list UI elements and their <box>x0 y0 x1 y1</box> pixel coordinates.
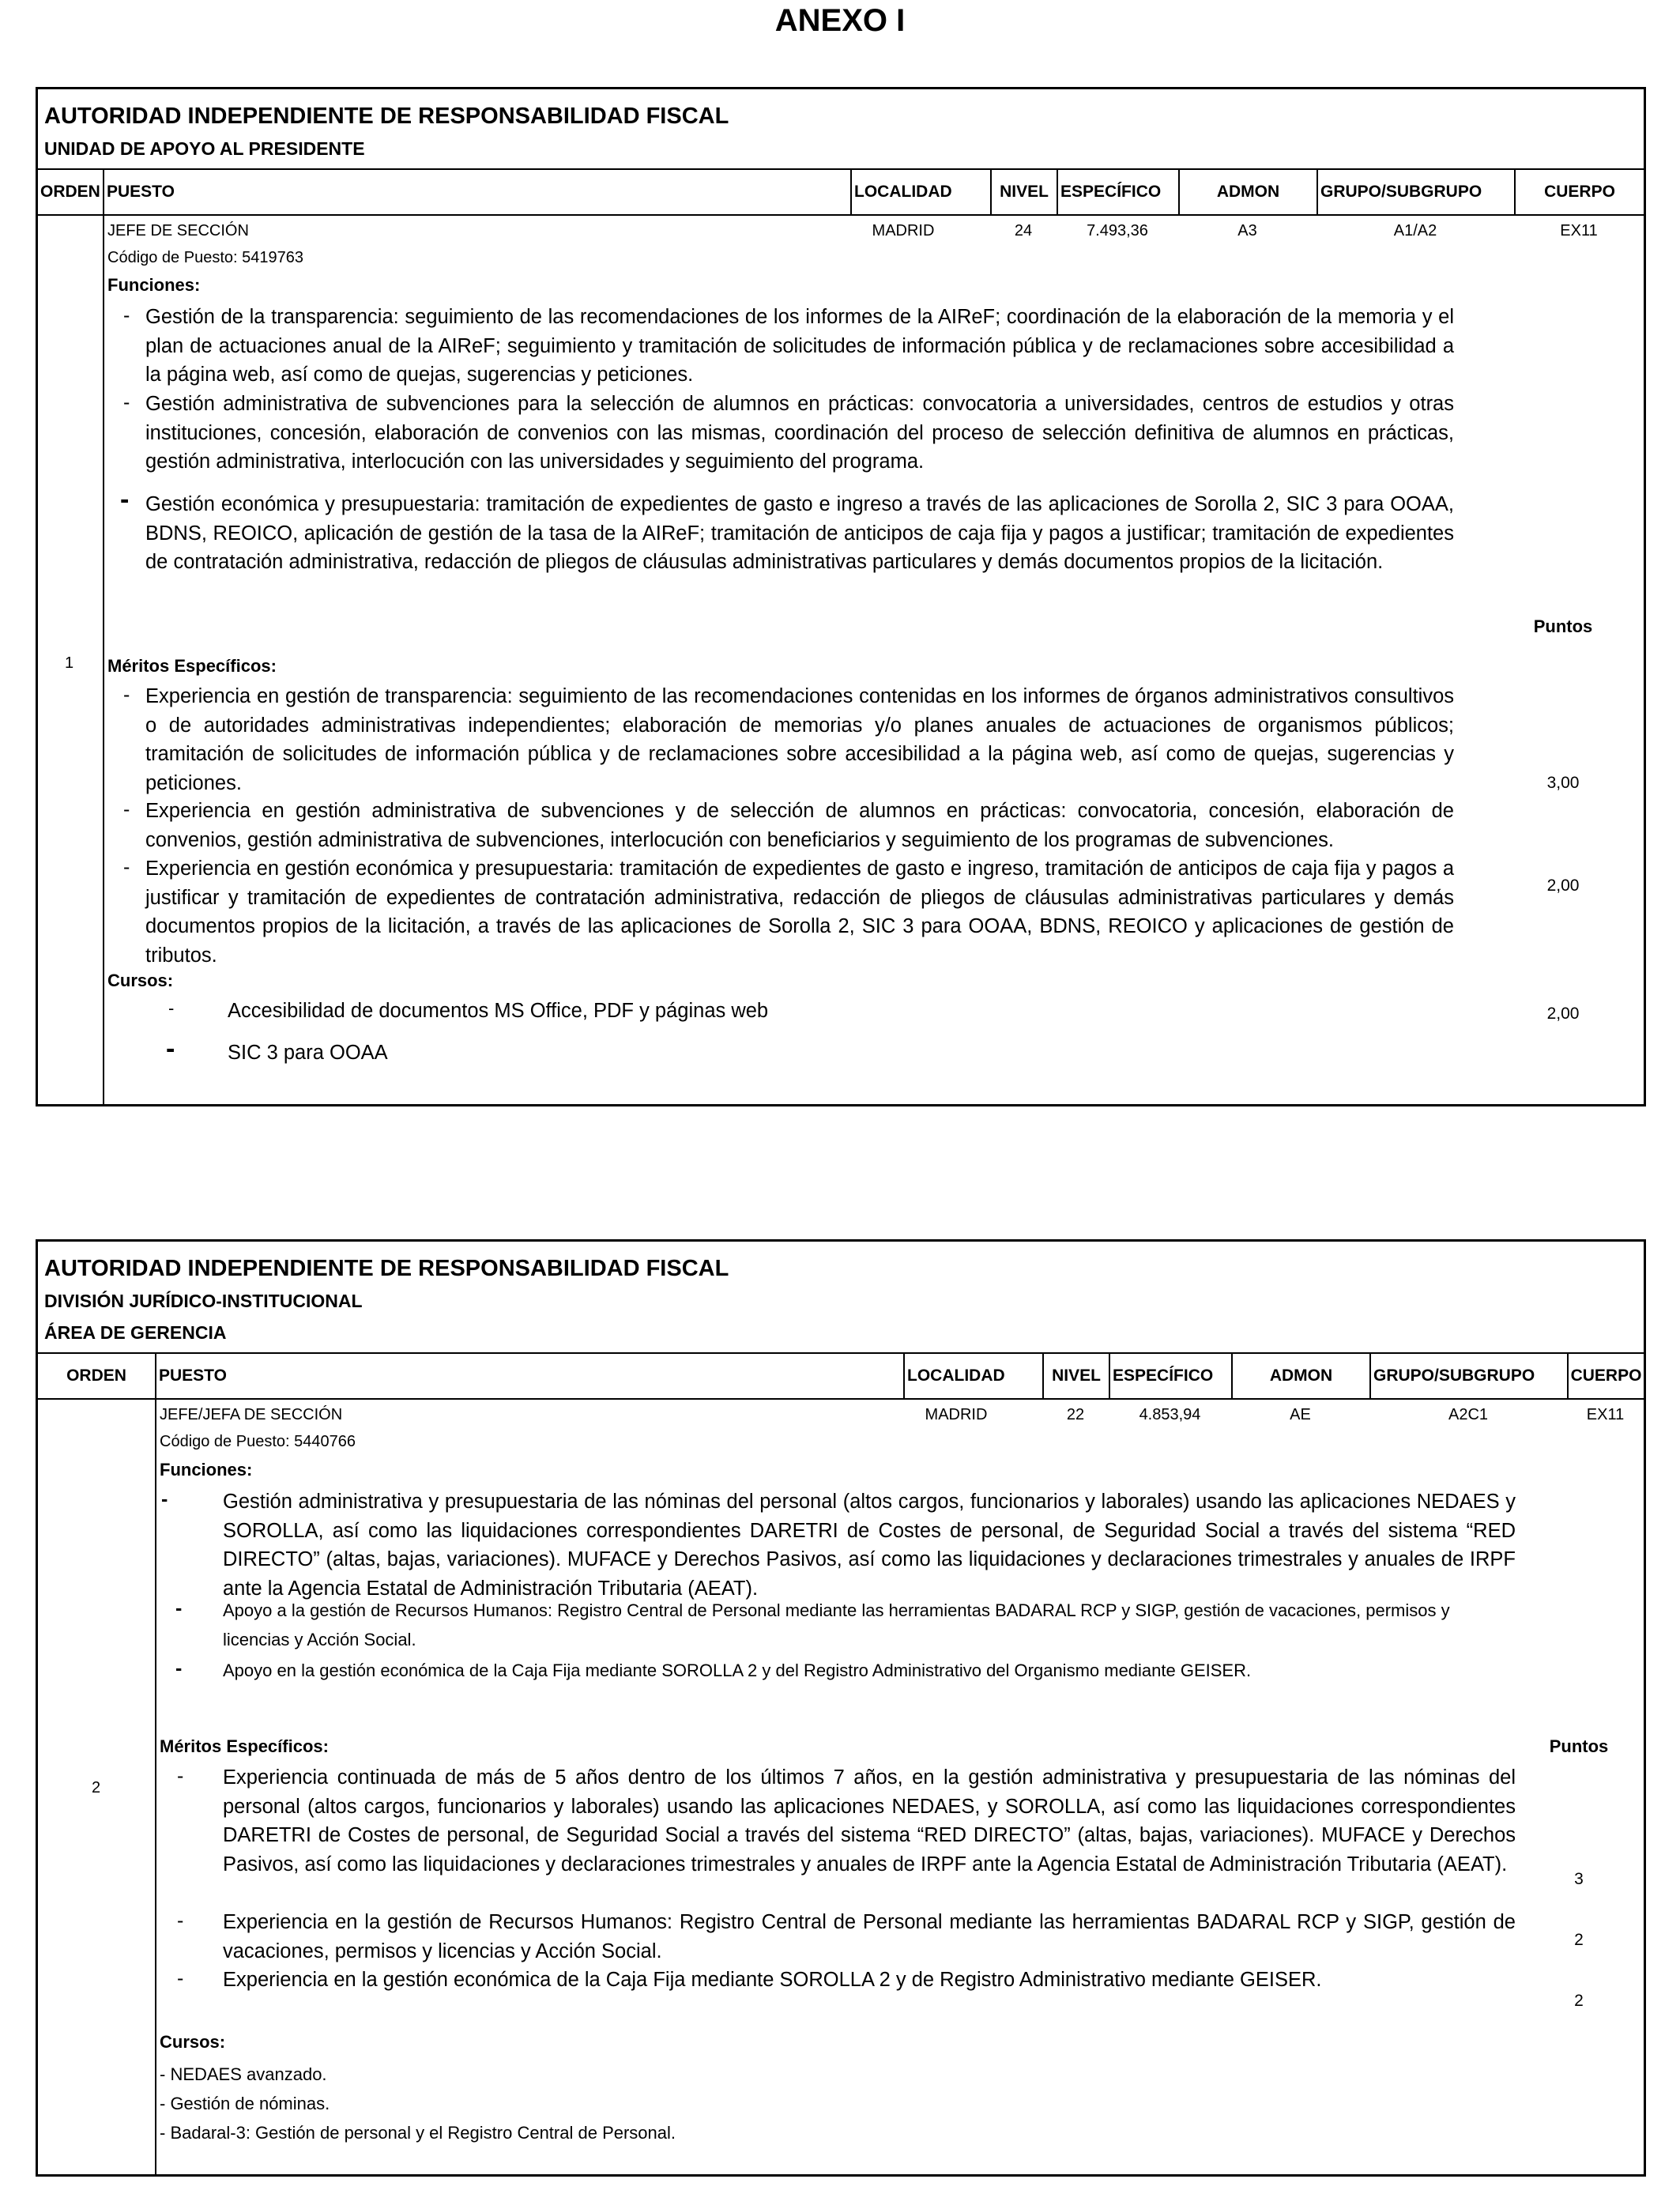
col-orden: ORDEN <box>66 1367 126 1385</box>
orden-divider <box>155 1397 156 2174</box>
puntos-label: Puntos <box>1549 1736 1609 1756</box>
localidad-value: MADRID <box>872 222 935 239</box>
merito-item: Experiencia en gestión de transparencia: seguimiento de las recomendaciones contenidas en los informes de órganos administrativos consultivos o de autoridades administrativas independientes; elaboración de memorias y/o planes anuales de actuaciones de organismos públicos; tramitación de solicitudes de información pública y de reclamaciones sobre accesibilidad a la página web, así como de quejas, sugerencias y peticiones. <box>145 685 1454 794</box>
col-admon: ADMON <box>1178 170 1317 214</box>
bullet: - <box>120 484 130 515</box>
admon-value: AE <box>1290 1406 1311 1423</box>
col-puesto: PUESTO <box>103 170 850 214</box>
meritos-label: Méritos Específicos: <box>107 656 277 676</box>
curso-item: - NEDAES avanzado. <box>160 2064 327 2084</box>
organization-title: AUTORIDAD INDEPENDIENTE DE RESPONSABILIDAD FISCAL <box>44 104 729 129</box>
job-block-1 <box>36 87 1646 1106</box>
merito-item: Experiencia continuada de más de 5 años dentro de los últimos 7 años, en la gestión administrativa y presupuestaria de las nóminas del personal (altos cargos, funcionarios y laborales) usando las aplicaciones NEDAES, y SOROLLA, así como las liquidaciones correspondientes DARETRI de Costes de personal, de Seguridad Social a través del sistema “RED DIRECTO” (altas, bajas, variaciones). MUFACE y Derechos Pasivos, así como las liquidaciones y declaraciones trimestrales y anuales de IRPF ante la Agencia Estatal de Administración Tributaria (AEAT). <box>223 1766 1516 1875</box>
puntos-label: Puntos <box>1533 616 1593 636</box>
curso-item: SIC 3 para OOAA <box>228 1042 388 1064</box>
curso-item: - Gestión de nóminas. <box>160 2094 330 2113</box>
codigo-puesto: Código de Puesto: 5419763 <box>107 249 303 266</box>
curso-item: - Badaral-3: Gestión de personal y el Registro Central de Personal. <box>160 2123 676 2143</box>
bullet: - <box>123 391 130 413</box>
col-especifico: ESPECÍFICO <box>1057 170 1178 214</box>
nivel-value: 22 <box>1066 1406 1085 1423</box>
funcion-item: Apoyo en la gestión económica de la Caja Fija mediante SOROLLA 2 y del Registro Administrativo del Organismo mediante GEISER. <box>223 1661 1252 1680</box>
funcion-item: Apoyo a la gestión de Recursos Humanos: Registro Central de Personal mediante las herramientas BADARAL RCP y SIGP, gestión de vacaciones, permisos y licencias y Acción Social. <box>223 1600 1450 1649</box>
col-localidad: LOCALIDAD <box>850 170 990 214</box>
orden-value: 2 <box>92 1779 101 1796</box>
col-especifico: ESPECÍFICO <box>1109 1354 1231 1398</box>
page-title: ANEXO I <box>774 3 906 38</box>
bullet: - <box>123 684 130 706</box>
merito-item: Experiencia en gestión económica y presupuestaria: tramitación de expedientes de gasto e ingreso, tramitación de anticipos de caja fija y pagos a justificar y tramitación de expedientes de contratación administrativa, redacción de pliegos de cláusulas administrativas particulares y demás documentos propios de la licitación, a través de las aplicaciones de Sorolla 2, SIC 3 para OOAA, BDNS, REOICO y aplicaciones de gestión de tributos. <box>145 858 1454 967</box>
funcion-item: Gestión administrativa y presupuestaria de las nóminas del personal (altos cargos, funcionarios y laborales) usando las aplicaciones NEDAES y SOROLLA, así como las liquidaciones correspondientes DARETRI de Costes de personal, de Seguridad Social a través del sistema “RED DIRECTO” (altas, bajas, variaciones). MUFACE y Derechos Pasivos, así como las liquidaciones y declaraciones trimestrales y anuales de IRPF ante la Agencia Estatal de Administración Tributaria (AEAT). <box>223 1491 1516 1600</box>
col-localidad: LOCALIDAD <box>903 1354 1042 1398</box>
merito-item: Experiencia en gestión administrativa de subvenciones y de selección de alumnos en prácticas: convocatoria, concesión, elaboración de convenios, gestión administrativa de subvenciones, interlocución con beneficiarios y seguimiento de los programas de subvenciones. <box>145 800 1454 851</box>
meritos-label: Méritos Específicos: <box>160 1736 329 1756</box>
unit-title: UNIDAD DE APOYO AL PRESIDENTE <box>44 138 365 159</box>
codigo-puesto: Código de Puesto: 5440766 <box>160 1433 356 1450</box>
orden-value: 1 <box>65 654 74 672</box>
funciones-label: Funciones: <box>160 1460 253 1480</box>
puesto-value: JEFE DE SECCIÓN <box>107 222 249 239</box>
puntos-value: 3,00 <box>1546 774 1580 792</box>
organization-title: AUTORIDAD INDEPENDIENTE DE RESPONSABILIDAD FISCAL <box>44 1256 729 1281</box>
puntos-value: 2,00 <box>1546 876 1580 895</box>
grupo-value: A2C1 <box>1448 1406 1489 1423</box>
grupo-value: A1/A2 <box>1393 222 1437 239</box>
especifico-value: 4.853,94 <box>1139 1406 1201 1423</box>
nivel-value: 24 <box>1014 222 1033 239</box>
puesto-value: JEFE/JEFA DE SECCIÓN <box>160 1406 343 1423</box>
merito-item: Experiencia en la gestión económica de la Caja Fija mediante SOROLLA 2 y de Registro Administrativo mediante GEISER. <box>223 1969 1322 1991</box>
cuerpo-value: EX11 <box>1560 222 1598 239</box>
puntos-value: 2,00 <box>1546 1005 1580 1023</box>
cuerpo-value: EX11 <box>1586 1406 1625 1423</box>
merito-item: Experiencia en la gestión de Recursos Humanos: Registro Central de Personal mediante las herramientas BADARAL RCP y SIGP, gestión de vacaciones, permisos y licencias y Acción Social. <box>223 1911 1516 1962</box>
col-admon: ADMON <box>1231 1354 1369 1398</box>
bullet: - <box>166 1034 175 1064</box>
funcion-item: Gestión económica y presupuestaria: tramitación de expedientes de gasto e ingreso a través de las aplicaciones de Sorolla 2, SIC 3 para OOAA, BDNS, REOICO, aplicación de gestión de la tasa de la AIReF; tramitación de anticipos de caja fija y pagos a justificar; tramitación de expedientes de contratación administrativa, redacción de pliegos de cláusulas administrativas particulares y demás documentos propios de la licitación. <box>145 493 1454 573</box>
funcion-item: Gestión administrativa de subvenciones para la selección de alumnos en prácticas: convocatoria a universidades, centros de estudios y otras instituciones, concesión, elaboración de convenios con las mismas, coordinación del proceso de selección definitiva de alumnos en prácticas, gestión administrativa, interlocución con las universidades y seguimiento del programa. <box>145 393 1454 473</box>
col-grupo: GRUPO/SUBGRUPO <box>1369 1354 1567 1398</box>
localidad-value: MADRID <box>925 1406 988 1423</box>
col-grupo: GRUPO/SUBGRUPO <box>1317 170 1514 214</box>
col-cuerpo: CUERPO <box>1567 1354 1644 1398</box>
unit-title: DIVISIÓN JURÍDICO-INSTITUCIONAL <box>44 1291 363 1311</box>
puntos-value: 2 <box>1574 1931 1584 1949</box>
bullet: - <box>177 1967 184 1989</box>
puntos-value: 2 <box>1574 1992 1584 2010</box>
bullet: - <box>123 856 130 878</box>
col-puesto: PUESTO <box>155 1354 903 1398</box>
col-nivel: NIVEL <box>1042 1354 1109 1398</box>
bullet: - <box>168 998 175 1018</box>
column-header-row <box>38 1352 1644 1400</box>
cursos-label: Cursos: <box>107 971 174 990</box>
bullet: - <box>177 1765 184 1787</box>
bullet: - <box>161 1488 168 1510</box>
bullet: - <box>123 304 130 326</box>
puntos-value: 3 <box>1574 1870 1584 1888</box>
admon-value: A3 <box>1237 222 1257 239</box>
orden-divider <box>103 213 104 1104</box>
bullet: - <box>175 1597 183 1619</box>
cursos-label: Cursos: <box>160 2032 226 2052</box>
funcion-item: Gestión de la transparencia: seguimiento de las recomendaciones de los informes de la AIReF; coordinación de la elaboración de la memoria y el plan de actuaciones anual de la AIReF; seguimiento y tramitación de solicitudes de información pública y de reclamaciones sobre accesibilidad a la página web, así como de quejas, sugerencias y peticiones. <box>145 306 1454 386</box>
funciones-label: Funciones: <box>107 275 201 295</box>
col-nivel: NIVEL <box>990 170 1057 214</box>
col-cuerpo: CUERPO <box>1514 170 1644 214</box>
col-orden: ORDEN <box>40 183 100 201</box>
curso-item: Accesibilidad de documentos MS Office, PDF y páginas web <box>228 1000 769 1022</box>
job-block-2 <box>36 1239 1646 2177</box>
bullet: - <box>123 798 130 820</box>
bullet: - <box>177 1909 184 1932</box>
column-header-row <box>38 168 1644 216</box>
area-title: ÁREA DE GERENCIA <box>44 1322 227 1343</box>
bullet: - <box>175 1657 183 1679</box>
especifico-value: 7.493,36 <box>1087 222 1148 239</box>
